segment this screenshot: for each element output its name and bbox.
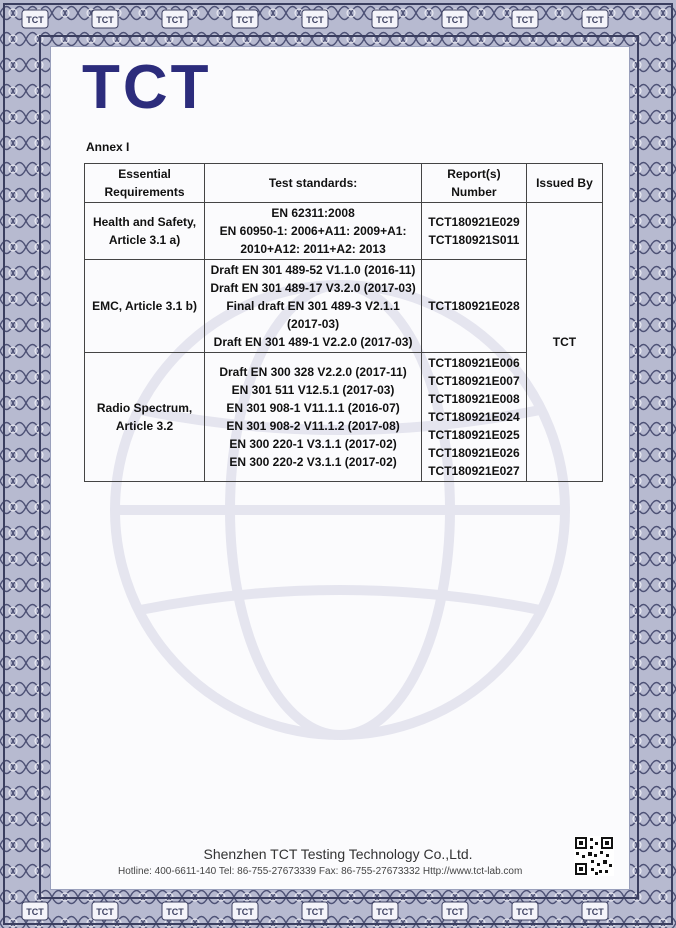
report-number: TCT180921E024: [428, 410, 520, 424]
table-row: [85, 203, 603, 260]
report-number: TCT180921E029: [428, 215, 520, 229]
requirement-line: Article 3.1 a): [108, 233, 181, 247]
border-emblem: TCT: [236, 15, 254, 25]
requirement-line: Radio Spectrum,: [96, 401, 193, 415]
table-header-row: [85, 164, 603, 203]
company-logo: TCT: [82, 53, 212, 122]
border-emblem: TCT: [236, 907, 254, 917]
border-emblem: TCT: [516, 15, 534, 25]
border-emblem: TCT: [306, 15, 324, 25]
border-emblem: TCT: [586, 15, 604, 25]
standard-line: (2017-03): [287, 317, 340, 331]
border-emblem: TCT: [96, 15, 114, 25]
footer-contact-info: Hotline: 400-6611-140 Tel: 86-755-27673339 Fax: 86-755-27673332 Http://www.tct-lab.com: [118, 866, 523, 877]
table-row: [85, 353, 603, 482]
border-emblem: TCT: [376, 15, 394, 25]
standard-line: Draft EN 301 489-52 V1.1.0 (2016-11): [210, 263, 416, 277]
requirement-line: EMC, Article 3.1 b): [92, 299, 197, 313]
standard-line: EN 60950-1: 2006+A11: 2009+A1:: [219, 224, 407, 238]
report-number: TCT180921E008: [428, 392, 520, 406]
border-emblem: TCT: [586, 907, 604, 917]
standard-line: EN 300 220-2 V3.1.1 (2017-02): [229, 455, 397, 469]
column-header-requirements: Essential Requirements: [85, 164, 205, 203]
requirement-cell: [85, 353, 205, 482]
standard-line: EN 301 511 V12.5.1 (2017-03): [231, 383, 395, 397]
requirement-line: Article 3.2: [115, 419, 174, 433]
report-number: TCT180921E007: [428, 374, 520, 388]
standard-line: EN 301 908-2 V11.1.2 (2017-08): [226, 419, 400, 433]
table-row: [85, 260, 603, 353]
issued-by-cell: TCT: [526, 203, 602, 482]
border-emblem: TCT: [376, 907, 394, 917]
requirement-cell: [85, 260, 205, 353]
border-emblem: TCT: [96, 907, 114, 917]
standard-line: EN 62311:2008: [271, 206, 355, 220]
standard-line: Draft EN 301 489-17 V3.2.0 (2017-03): [210, 281, 416, 295]
reports-cell: [422, 353, 527, 482]
border-emblem: TCT: [26, 15, 44, 25]
report-number: TCT180921E006: [428, 356, 520, 370]
compliance-table: [84, 163, 603, 482]
report-number: TCT180921E026: [428, 446, 520, 460]
border-emblem: TCT: [306, 907, 324, 917]
column-header-reports: Report(s) Number: [422, 164, 527, 203]
standard-line: 2010+A12: 2011+A2: 2013: [240, 242, 386, 256]
standards-cell: [205, 203, 422, 260]
qr-code-icon: [574, 836, 614, 876]
footer-company-name: Shenzhen TCT Testing Technology Co.,Ltd.: [203, 846, 473, 862]
border-emblem: TCT: [166, 15, 184, 25]
column-header-issued-by: Issued By: [526, 164, 602, 203]
report-number: TCT180921E025: [428, 428, 520, 442]
border-emblem: TCT: [26, 907, 44, 917]
standard-line: EN 301 908-1 V11.1.1 (2016-07): [226, 401, 400, 415]
standards-cell: [205, 353, 422, 482]
standard-line: Draft EN 301 489-1 V2.2.0 (2017-03): [213, 335, 413, 349]
border-emblem: TCT: [166, 907, 184, 917]
border-emblem: TCT: [516, 907, 534, 917]
report-number: TCT180921S011: [428, 233, 520, 247]
border-emblem: TCT: [446, 907, 464, 917]
standards-cell: [205, 260, 422, 353]
border-emblem: TCT: [446, 15, 464, 25]
standard-line: Final draft EN 301 489-3 V2.1.1: [226, 299, 400, 313]
reports-cell: [422, 260, 527, 353]
requirement-cell: [85, 203, 205, 260]
report-number: TCT180921E028: [428, 299, 520, 313]
requirement-line: Health and Safety,: [92, 215, 197, 229]
reports-cell: [422, 203, 527, 260]
standard-line: EN 300 220-1 V3.1.1 (2017-02): [229, 437, 397, 451]
annex-title: Annex I: [86, 140, 130, 154]
report-number: TCT180921E027: [428, 464, 520, 478]
column-header-standards: Test standards:: [205, 164, 422, 203]
standard-line: Draft EN 300 328 V2.2.0 (2017-11): [219, 365, 407, 379]
